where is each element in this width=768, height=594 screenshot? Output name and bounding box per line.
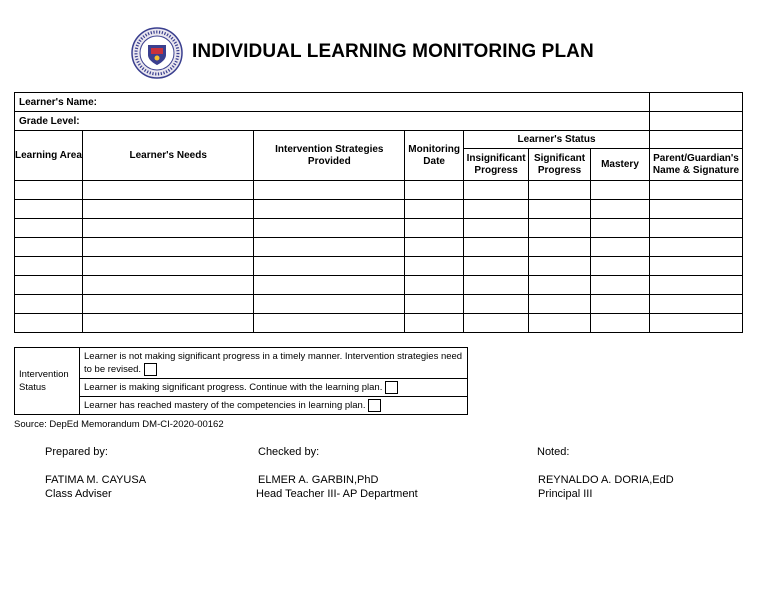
entry-cell[interactable]: [649, 314, 742, 333]
document-title: INDIVIDUAL LEARNING MONITORING PLAN: [192, 41, 594, 62]
entry-cell[interactable]: [254, 238, 405, 257]
entry-cell[interactable]: [405, 238, 464, 257]
table-row: [15, 181, 743, 200]
entry-cell[interactable]: [254, 257, 405, 276]
entry-cell[interactable]: [15, 238, 83, 257]
entry-cell[interactable]: [529, 200, 591, 219]
entry-cell[interactable]: [82, 238, 254, 257]
prepared-by-name: FATIMA M. CAYUSA: [45, 474, 147, 486]
entry-cell[interactable]: [464, 276, 529, 295]
entry-cell[interactable]: [15, 181, 83, 200]
monitoring-plan-table: [14, 92, 743, 333]
entry-cell[interactable]: [15, 295, 83, 314]
col-learning-area: Learning Area: [15, 131, 83, 181]
table-row: [15, 314, 743, 333]
entry-cell[interactable]: [405, 181, 464, 200]
col-mastery: Mastery: [591, 149, 650, 181]
deped-seal-logo: [131, 27, 183, 79]
entry-cell[interactable]: [82, 276, 254, 295]
noted-by-name: REYNALDO A. DORIA,EdD: [538, 474, 674, 486]
entry-cell[interactable]: [591, 181, 650, 200]
entry-cell[interactable]: [82, 200, 254, 219]
grade-level-label: Grade Level:: [19, 115, 80, 127]
entry-cell[interactable]: [405, 295, 464, 314]
learner-name-extra-cell[interactable]: [649, 93, 742, 112]
entry-cell[interactable]: [464, 238, 529, 257]
col-parent-guardian-signature: Parent/Guardian's Name & Signature: [649, 149, 742, 181]
noted-by-position: Principal III: [538, 488, 593, 500]
entry-cell[interactable]: [464, 314, 529, 333]
entry-cell[interactable]: [591, 238, 650, 257]
entry-cell[interactable]: [529, 295, 591, 314]
entry-cell[interactable]: [254, 314, 405, 333]
entry-cell[interactable]: [529, 219, 591, 238]
entry-cell[interactable]: [405, 200, 464, 219]
table-row: [15, 295, 743, 314]
entry-cell[interactable]: [254, 219, 405, 238]
entry-cell[interactable]: [254, 181, 405, 200]
table-row: [15, 257, 743, 276]
entry-cell[interactable]: [405, 314, 464, 333]
learner-name-label: Learner's Name:: [19, 96, 97, 108]
entry-cell[interactable]: [464, 257, 529, 276]
entry-cell[interactable]: [649, 276, 742, 295]
entry-cell[interactable]: [591, 276, 650, 295]
entry-cell[interactable]: [649, 181, 742, 200]
entry-cell[interactable]: [591, 295, 650, 314]
grade-level-field[interactable]: [15, 112, 650, 131]
entry-cell[interactable]: [649, 295, 742, 314]
entry-cell[interactable]: [15, 219, 83, 238]
entry-cell[interactable]: [649, 238, 742, 257]
intervention-status-label: Intervention Status: [15, 348, 80, 415]
entry-cell[interactable]: [649, 200, 742, 219]
status-option-revise: [80, 348, 468, 379]
entry-cell[interactable]: [464, 181, 529, 200]
entry-cell[interactable]: [82, 314, 254, 333]
entry-cell[interactable]: [15, 257, 83, 276]
checkbox[interactable]: [144, 363, 157, 376]
status-option-continue: [80, 379, 468, 397]
entry-cell[interactable]: [254, 200, 405, 219]
col-learners-needs: Learner's Needs: [82, 131, 254, 181]
col-intervention-strategies: Intervention Strategies Provided: [254, 131, 405, 181]
entry-cell[interactable]: [15, 200, 83, 219]
entry-cell[interactable]: [591, 219, 650, 238]
entry-cell[interactable]: [649, 257, 742, 276]
entry-cell[interactable]: [254, 295, 405, 314]
entry-cell[interactable]: [529, 238, 591, 257]
entry-cell[interactable]: [82, 219, 254, 238]
status-option-text: Learner is making significant progress. Continue with the learning plan.: [84, 382, 383, 394]
entry-cell[interactable]: [464, 219, 529, 238]
prepared-by-label: Prepared by:: [45, 446, 108, 458]
learner-name-field[interactable]: [15, 93, 650, 112]
prepared-by-position: Class Adviser: [45, 488, 112, 500]
entry-cell[interactable]: [591, 257, 650, 276]
table-row: [15, 200, 743, 219]
entry-cell[interactable]: [529, 314, 591, 333]
checkbox[interactable]: [368, 399, 381, 412]
source-note: Source: DepEd Memorandum DM-CI-2020-00162: [14, 419, 224, 430]
status-option-mastery: [80, 397, 468, 415]
checked-by-name: ELMER A. GARBIN,PhD: [258, 474, 379, 486]
entry-cell[interactable]: [405, 257, 464, 276]
table-body: [15, 181, 743, 333]
checked-by-position: Head Teacher III- AP Department: [256, 488, 418, 500]
table-row: [15, 238, 743, 257]
entry-cell[interactable]: [464, 200, 529, 219]
checkbox[interactable]: [385, 381, 398, 394]
entry-cell[interactable]: [591, 314, 650, 333]
entry-cell[interactable]: [254, 276, 405, 295]
noted-by-label: Noted:: [537, 446, 570, 458]
entry-cell[interactable]: [82, 257, 254, 276]
entry-cell[interactable]: [405, 219, 464, 238]
entry-cell[interactable]: [529, 276, 591, 295]
entry-cell[interactable]: [529, 181, 591, 200]
checked-by-label: Checked by:: [258, 446, 320, 458]
table-row: [15, 276, 743, 295]
col-group-learners-status: Learner's Status: [464, 131, 650, 149]
entry-cell[interactable]: [15, 314, 83, 333]
col-significant-progress: Significant Progress: [529, 149, 591, 181]
entry-cell[interactable]: [591, 200, 650, 219]
entry-cell[interactable]: [82, 181, 254, 200]
status-option-text: Learner has reached mastery of the competencies in learning plan.: [84, 400, 366, 412]
entry-cell[interactable]: [649, 219, 742, 238]
entry-cell[interactable]: [529, 257, 591, 276]
entry-cell[interactable]: [405, 276, 464, 295]
entry-cell[interactable]: [464, 295, 529, 314]
col-monitoring-date: Monitoring Date: [405, 131, 464, 181]
entry-cell[interactable]: [82, 295, 254, 314]
status-option-text: Learner is not making significant progress in a timely manner. Intervention strategies need to be revised.: [84, 351, 463, 376]
intervention-status-table: [14, 347, 468, 415]
grade-level-extra-cell[interactable]: [649, 112, 742, 131]
header-blank-cell: [649, 131, 742, 149]
entry-cell[interactable]: [15, 276, 83, 295]
col-insignificant-progress: Insignificant Progress: [464, 149, 529, 181]
table-row: [15, 219, 743, 238]
